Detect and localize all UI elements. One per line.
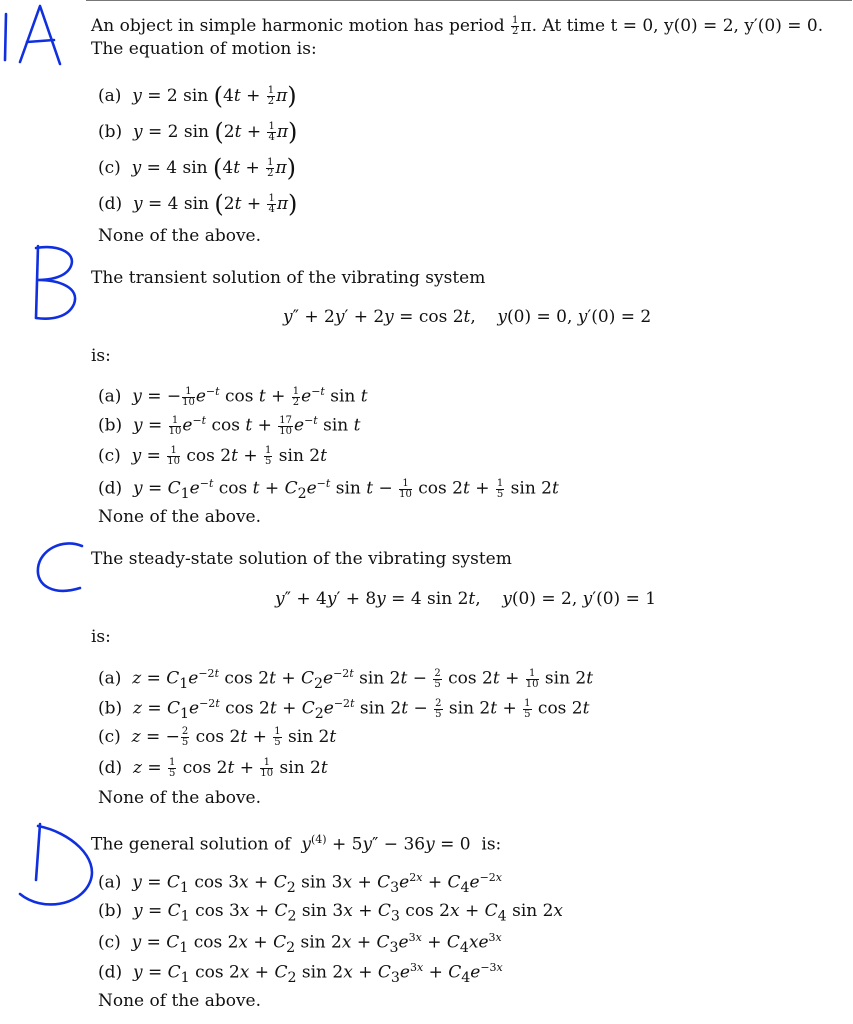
problem-b-option-b[interactable]: (b) y = $\frac{1}{10}$ $e^{-t}$ cos t + $\frac{17}{10}$ $e^{-t}$ sin t xyxy=(98,414,361,437)
handwritten-letter-b xyxy=(30,240,82,324)
problem-a-prompt-text-end: π. At time t = 0, y(0) = 2, y′(0) = 0. xyxy=(520,16,824,36)
top-rule xyxy=(86,0,852,1)
problem-a-option-e[interactable]: None of the above. xyxy=(98,226,262,246)
problem-b-option-a[interactable]: (a) y = − $\frac{1}{10}$ $e^{-t}$ cos t + $\frac{1}{2}$ $e^{-t}$ sin t xyxy=(98,385,368,408)
problem-c-option-e[interactable]: None of the above. xyxy=(98,788,262,808)
problem-b-option-e[interactable]: None of the above. xyxy=(98,507,262,527)
problem-a-prompt-text: An object in simple harmonic motion has period xyxy=(91,16,505,36)
problem-d-option-c[interactable]: (c) $y = C_1$ $\cos 2x + C_2$ $\sin 2x + C_3e^{3x} + C_4xe^{3x}$ xyxy=(98,931,502,957)
handwritten-letter-a xyxy=(0,0,70,72)
problem-c-option-c[interactable]: (c) z = − $\frac{2}{5}$ cos 2t + $\frac{1}{5}$ sin 2t xyxy=(98,726,337,748)
problem-c-prompt: The steady-state solution of the vibrating system xyxy=(91,549,512,569)
fraction: $\frac{1}{2}$ xyxy=(512,15,519,37)
problem-c-option-d[interactable]: (d) z = $\frac{1}{5}$ cos 2t + $\frac{1}{10}$ sin 2t xyxy=(98,757,328,779)
problem-d-prompt-end: is: xyxy=(481,834,502,855)
problem-b-option-c[interactable]: (c) y = $\frac{1}{10}$ cos 2t + $\frac{1}{5}$ sin 2t xyxy=(98,445,327,467)
problem-d-prompt-text: The general solution of xyxy=(91,834,291,855)
problem-c-equation: y″ + 4y′ + 8y = 4 sin 2t, y(0) = 2, y′(0) = 1 xyxy=(275,589,657,609)
problem-a-option-b[interactable]: (b) y = 2 sin (2t + $\frac{1}{4}$ π) xyxy=(98,118,298,146)
problem-b-equation: y″ + 2y′ + 2y = cos 2t, y(0) = 0, y′(0) = 2 xyxy=(283,307,652,327)
problem-a-prompt-line2: The equation of motion is: xyxy=(91,39,317,59)
problem-d-option-a[interactable]: (a) $y = C_1$ $\cos 3x + C_2$ $\sin 3x + C_3e^{2x} + C_4e^{-2x}$ xyxy=(98,871,503,897)
problem-a-option-d[interactable]: (d) y = 4 sin (2t + $\frac{1}{4}$ π) xyxy=(98,190,298,218)
problem-c-is-label: is: xyxy=(91,627,111,647)
problem-a-option-a[interactable]: (a) y = 2 sin (4t + $\frac{1}{2}$ π) xyxy=(98,82,297,110)
problem-d-option-b[interactable]: (b) $y = C_1$ $\cos 3x + C_2$ $\sin 3x + C_3$ $\cos 2x + C_4$ sin 2x xyxy=(98,901,564,925)
problem-b-option-d[interactable]: (d) $y = C_1e^{-t}$ $\cos t + C_2e^{-t}$ sin t − $\frac{1}{10}$ cos 2t + $\frac{1}{5}$ sin 2t xyxy=(98,477,559,503)
problem-c-option-a[interactable]: (a) $z = C_1e^{-2t}$ $\cos 2t + C_2e^{-2t}$ sin 2t − $\frac{2}{5}$ cos 2t + $\frac{1}{10}$ sin 2t xyxy=(98,667,594,693)
problem-b-is-label: is: xyxy=(91,346,111,366)
problem-a-option-c[interactable]: (c) y = 4 sin (4t + $\frac{1}{2}$ π) xyxy=(98,154,297,182)
problem-c-option-b[interactable]: (b) $z = C_1e^{-2t}$ $\cos 2t + C_2e^{-2t}$ sin 2t − $\frac{2}{5}$ sin 2t + $\frac{1}{5}$ cos 2t xyxy=(98,697,590,723)
handwritten-letter-c xyxy=(28,538,88,598)
problem-a-prompt-line1 xyxy=(91,15,823,37)
problem-d-prompt: The general solution of $y^{(4)} + 5y'' - 36y = 0$ is: xyxy=(91,833,502,855)
problem-b-prompt: The transient solution of the vibrating system xyxy=(91,268,486,288)
problem-d-option-e[interactable]: None of the above. xyxy=(98,991,262,1011)
problem-d-option-d[interactable]: (d) $y = C_1$ $\cos 2x + C_2$ $\sin 2x + C_3e^{3x} + C_4e^{-3x}$ xyxy=(98,961,503,987)
